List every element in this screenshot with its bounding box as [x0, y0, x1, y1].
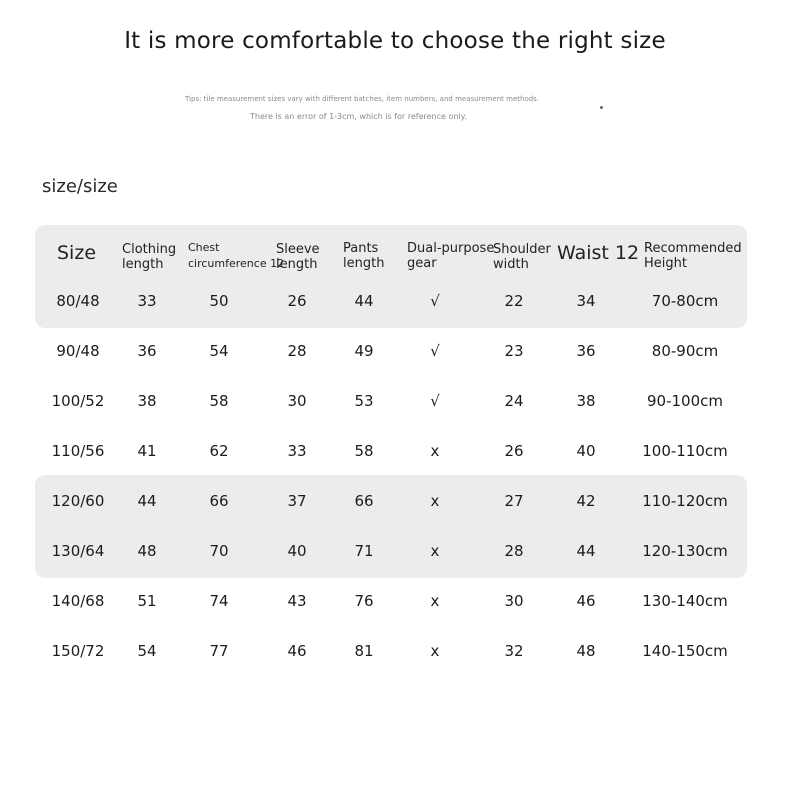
tip-line-2: There is an error of 1-3cm, which is for reference only.: [250, 112, 467, 121]
table-cell-chest-circumference: 74: [209, 592, 229, 610]
table-cell-chest-circumference: 58: [209, 392, 229, 410]
table-cell-recommended-height: 140-150cm: [642, 642, 728, 660]
table-cell-size: 110/56: [51, 442, 105, 460]
column-header-line: length: [122, 257, 164, 272]
column-header-line: Height: [644, 256, 687, 271]
table-cell-dual-purpose-gear: √: [430, 292, 440, 310]
table-cell-clothing-length: 44: [137, 492, 157, 510]
table-cell-recommended-height: 100-110cm: [642, 442, 728, 460]
table-cell-chest-circumference: 66: [209, 492, 229, 510]
table-cell-waist: 34: [576, 292, 596, 310]
table-cell-pants-length: 81: [354, 642, 374, 660]
table-cell-pants-length: 49: [354, 342, 374, 360]
table-cell-dual-purpose-gear: √: [430, 392, 440, 410]
column-header-line: length: [276, 257, 318, 272]
table-cell-recommended-height: 70-80cm: [651, 292, 719, 310]
table-cell-shoulder-width: 28: [504, 542, 524, 560]
table-cell-clothing-length: 48: [137, 542, 157, 560]
table-cell-shoulder-width: 27: [504, 492, 524, 510]
table-cell-dual-purpose-gear: x: [430, 642, 440, 660]
table-cell-recommended-height: 110-120cm: [642, 492, 728, 510]
table-cell-dual-purpose-gear: x: [430, 542, 440, 560]
table-cell-size: 80/48: [56, 292, 100, 310]
table-cell-dual-purpose-gear: √: [430, 342, 440, 360]
column-header-dual-purpose-gear: [407, 241, 494, 271]
table-cell-shoulder-width: 32: [504, 642, 524, 660]
table-cell-waist: 46: [576, 592, 596, 610]
row-highlight-band: [35, 475, 747, 578]
table-cell-sleeve-length: 40: [287, 542, 307, 560]
column-header-chest-circumference: [188, 240, 284, 272]
table-cell-clothing-length: 41: [137, 442, 157, 460]
table-cell-waist: 42: [576, 492, 596, 510]
column-header-line: length: [343, 256, 385, 271]
column-header-line: Shoulder: [493, 242, 551, 257]
table-cell-shoulder-width: 30: [504, 592, 524, 610]
table-cell-shoulder-width: 24: [504, 392, 524, 410]
table-cell-pants-length: 76: [354, 592, 374, 610]
row-highlight-band: [35, 225, 747, 328]
table-cell-clothing-length: 36: [137, 342, 157, 360]
column-header-line: width: [493, 257, 529, 272]
table-cell-size: 150/72: [51, 642, 105, 660]
table-cell-shoulder-width: 26: [504, 442, 524, 460]
table-cell-clothing-length: 51: [137, 592, 157, 610]
table-cell-recommended-height: 90-100cm: [647, 392, 723, 410]
table-cell-waist: 44: [576, 542, 596, 560]
table-cell-sleeve-length: 43: [287, 592, 307, 610]
table-cell-recommended-height: 120-130cm: [642, 542, 728, 560]
table-cell-pants-length: 58: [354, 442, 374, 460]
column-header-sleeve-length: [276, 242, 320, 272]
table-cell-dual-purpose-gear: x: [430, 442, 440, 460]
table-cell-pants-length: 71: [354, 542, 374, 560]
column-header-line: Dual-purpose: [407, 241, 495, 256]
tip-line-1: Tips: tile measurement sizes vary with different batches, item numbers, and measurement methods.: [185, 95, 540, 103]
table-cell-pants-length: 53: [354, 392, 374, 410]
table-cell-clothing-length: 38: [137, 392, 157, 410]
table-cell-size: 140/68: [51, 592, 105, 610]
table-cell-chest-circumference: 62: [209, 442, 229, 460]
column-header-line: Waist 12: [557, 242, 640, 264]
table-cell-pants-length: 44: [354, 292, 374, 310]
table-cell-sleeve-length: 26: [287, 292, 307, 310]
table-cell-size: 130/64: [51, 542, 105, 560]
table-cell-waist: 40: [576, 442, 596, 460]
table-cell-sleeve-length: 33: [287, 442, 307, 460]
table-cell-shoulder-width: 23: [504, 342, 524, 360]
table-cell-size: 100/52: [51, 392, 105, 410]
column-header-line: Chest: [188, 241, 220, 254]
table-cell-sleeve-length: 46: [287, 642, 307, 660]
column-header-size: [57, 242, 96, 264]
column-header-line: Recommended: [644, 241, 742, 256]
column-header-line: Pants: [343, 241, 379, 256]
table-cell-waist: 36: [576, 342, 596, 360]
table-cell-shoulder-width: 22: [504, 292, 524, 310]
table-cell-chest-circumference: 70: [209, 542, 229, 560]
column-header-line: Clothing: [122, 242, 177, 257]
page-title: It is more comfortable to choose the right size: [124, 28, 666, 54]
column-header-waist: [557, 242, 639, 264]
column-header-line: Sleeve: [276, 242, 320, 257]
column-header-recommended-height: [644, 241, 742, 271]
table-cell-clothing-length: 54: [137, 642, 157, 660]
table-cell-size: 90/48: [56, 342, 100, 360]
section-subheading: size/size: [42, 176, 118, 197]
table-cell-waist: 38: [576, 392, 596, 410]
column-header-line: Size: [57, 242, 97, 264]
decorative-dot: [600, 106, 603, 109]
column-header-pants-length: [343, 241, 384, 271]
table-cell-clothing-length: 33: [137, 292, 157, 310]
column-header-line: circumference 12: [188, 257, 285, 270]
table-cell-dual-purpose-gear: x: [430, 592, 440, 610]
table-cell-chest-circumference: 77: [209, 642, 229, 660]
table-cell-sleeve-length: 28: [287, 342, 307, 360]
table-cell-recommended-height: 130-140cm: [642, 592, 728, 610]
column-header-shoulder-width: [493, 242, 551, 272]
table-cell-pants-length: 66: [354, 492, 374, 510]
table-cell-sleeve-length: 37: [287, 492, 307, 510]
table-cell-chest-circumference: 50: [209, 292, 229, 310]
table-cell-sleeve-length: 30: [287, 392, 307, 410]
table-cell-size: 120/60: [51, 492, 105, 510]
table-cell-recommended-height: 80-90cm: [651, 342, 719, 360]
table-cell-waist: 48: [576, 642, 596, 660]
column-header-line: gear: [407, 256, 437, 271]
table-cell-dual-purpose-gear: x: [430, 492, 440, 510]
table-cell-chest-circumference: 54: [209, 342, 229, 360]
column-header-clothing-length: [122, 242, 176, 272]
